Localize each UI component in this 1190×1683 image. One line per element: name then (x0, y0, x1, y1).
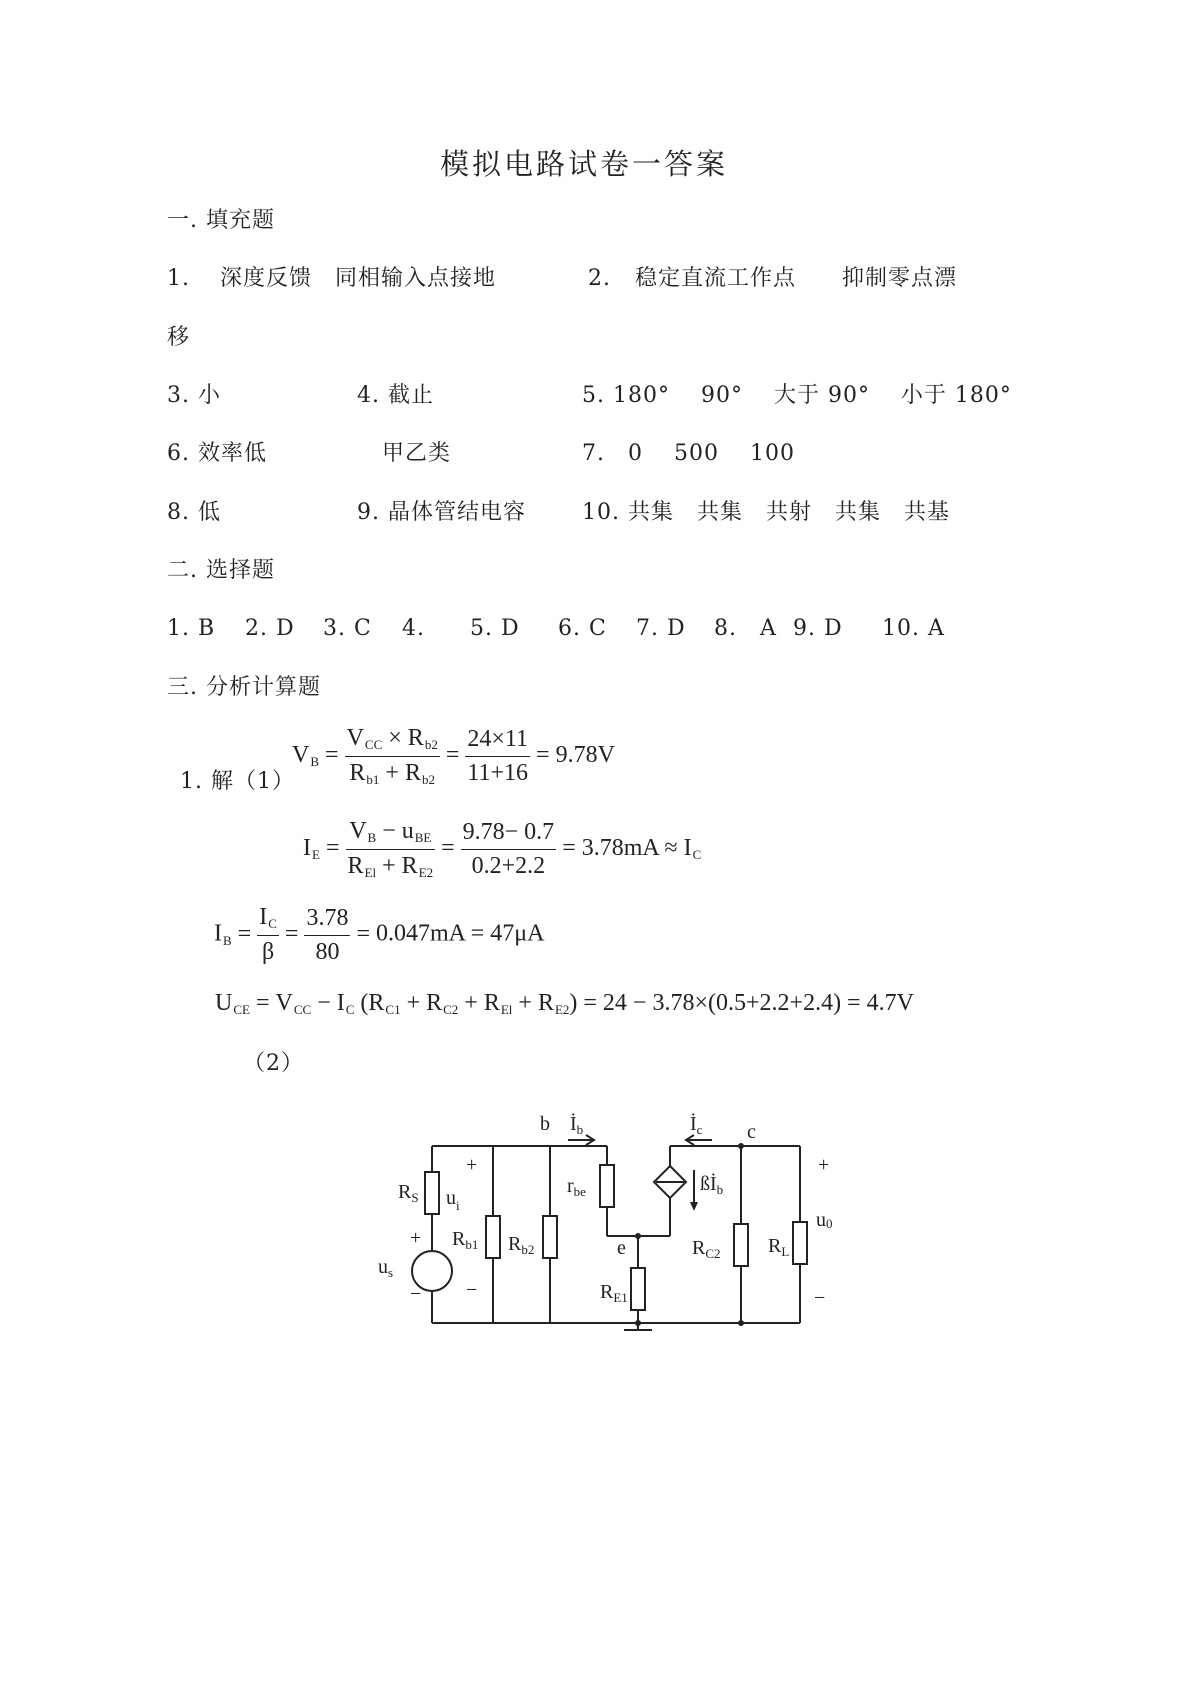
ic-label: $İ_c$ (690, 1113, 703, 1137)
re1-label: $R_{E1}$ (600, 1281, 628, 1305)
formula-ib: $I_B$ = $\frac{I_C}{\beta}$ = $\frac{3.78}{80}$ = 0.047mA = 47μA (214, 904, 545, 965)
problem1-label: 1. 解（1） (180, 769, 295, 794)
section1-heading: 一. 填充题 (167, 208, 275, 233)
uo-minus: − (814, 1287, 826, 1309)
mc-answer-1: 1. B (167, 616, 216, 641)
ui-minus: − (466, 1279, 478, 1301)
mc-answer-2: 2. D (245, 616, 295, 641)
part2-label: （2） (243, 1051, 304, 1076)
rb1-label: $R_{b1}$ (452, 1228, 479, 1252)
page-title: 模拟电路试卷一答案 (440, 147, 729, 181)
re1-resistor (631, 1268, 645, 1310)
mc-answer-8-choice: A (760, 616, 777, 641)
formula-uce: $U_{CE} = V_{CC} - I_C$ $(R_{C1} + R_{C2} + R_{El} + R_{E2}) = 24 - 3.78\times(0.5+2.2+2.4) = 4.7V$ (215, 990, 914, 1017)
node-c-label: c (747, 1121, 756, 1143)
rs-resistor (425, 1172, 439, 1214)
mc-answer-3: 3. C (323, 616, 372, 641)
rb2-label: $R_{b2}$ (508, 1233, 535, 1257)
rc2-label: $R_{C2}$ (692, 1237, 721, 1261)
q2-answer: 稳定直流工作点 抑制零点漂 (635, 266, 958, 291)
node-e-label: e (617, 1237, 626, 1259)
q1-answer: 深度反馈 同相输入点接地 (220, 266, 497, 291)
q2-number: 2. (588, 266, 611, 291)
q8-answer: 8. 低 (167, 500, 221, 525)
mc-answer-9: 9. D (793, 616, 843, 641)
ib-label: $İ_b$ (570, 1113, 584, 1137)
beta-ib-label: $ßİ_b$ (700, 1173, 724, 1197)
node-e-dot (635, 1233, 641, 1239)
rb2-resistor (543, 1216, 557, 1258)
us-plus: + (410, 1227, 422, 1249)
node-c-dot (738, 1143, 744, 1149)
q6-answer-b: 甲乙类 (382, 441, 452, 466)
rbe-resistor (600, 1165, 614, 1207)
rc2-resistor (734, 1224, 748, 1266)
rl-label: $R_L$ (768, 1235, 790, 1259)
rb1-resistor (486, 1216, 500, 1258)
mc-answer-10: 10. A (882, 616, 945, 641)
section3-heading: 三. 分析计算题 (167, 675, 321, 700)
formula-vb: $V_B$ = $\frac{V_{CC} \times R_{b2}}{R_{b1} + R_{b2}}$ = $\frac{24\times 11}{11+16}$ = 9.78V (292, 725, 615, 787)
ui-plus: + (466, 1154, 478, 1176)
rl-resistor (793, 1222, 807, 1264)
section2-heading: 二. 选择题 (167, 558, 275, 583)
q9-answer: 9. 晶体管结电容 (357, 500, 526, 525)
rbe-label: $r_{be}$ (567, 1175, 586, 1199)
q1-number: 1. (167, 266, 190, 291)
q5-answer: 5. 180° 90° 大于 90° 小于 180° (582, 383, 1012, 408)
uo-plus: + (818, 1154, 830, 1176)
q10-answer: 10. 共集 共集 共射 共集 共基 (582, 500, 950, 525)
us-minus: − (410, 1283, 422, 1305)
q7-answer: 7. 0 500 100 (582, 441, 795, 466)
formula-ie: $I_E$ = $\frac{V_B - u_{BE}}{R_{El} + R_{E2}}$ = $\frac{9.78- 0.7}{0.2+2.2}$ = $3.78mA \approx I_C$ (303, 818, 702, 880)
q4-answer: 4. 截止 (357, 383, 434, 408)
mc-answer-7: 7. D (636, 616, 686, 641)
mc-answer-5: 5. D (470, 616, 520, 641)
ui-label: $u_i$ (446, 1187, 460, 1213)
mc-answer-8: 8. (714, 616, 737, 641)
mc-answer-4: 4. (402, 616, 425, 641)
rs-label: $R_S$ (398, 1181, 419, 1205)
uo-label: u0 (816, 1209, 833, 1231)
q2-answer-wrap: 移 (167, 325, 191, 350)
q6-answer-a: 6. 效率低 (167, 441, 267, 466)
mc-answer-6: 6. C (558, 616, 607, 641)
q3-answer: 3. 小 (167, 383, 221, 408)
node-b-label: b (540, 1113, 550, 1135)
us-label: $u_s$ (378, 1256, 394, 1280)
